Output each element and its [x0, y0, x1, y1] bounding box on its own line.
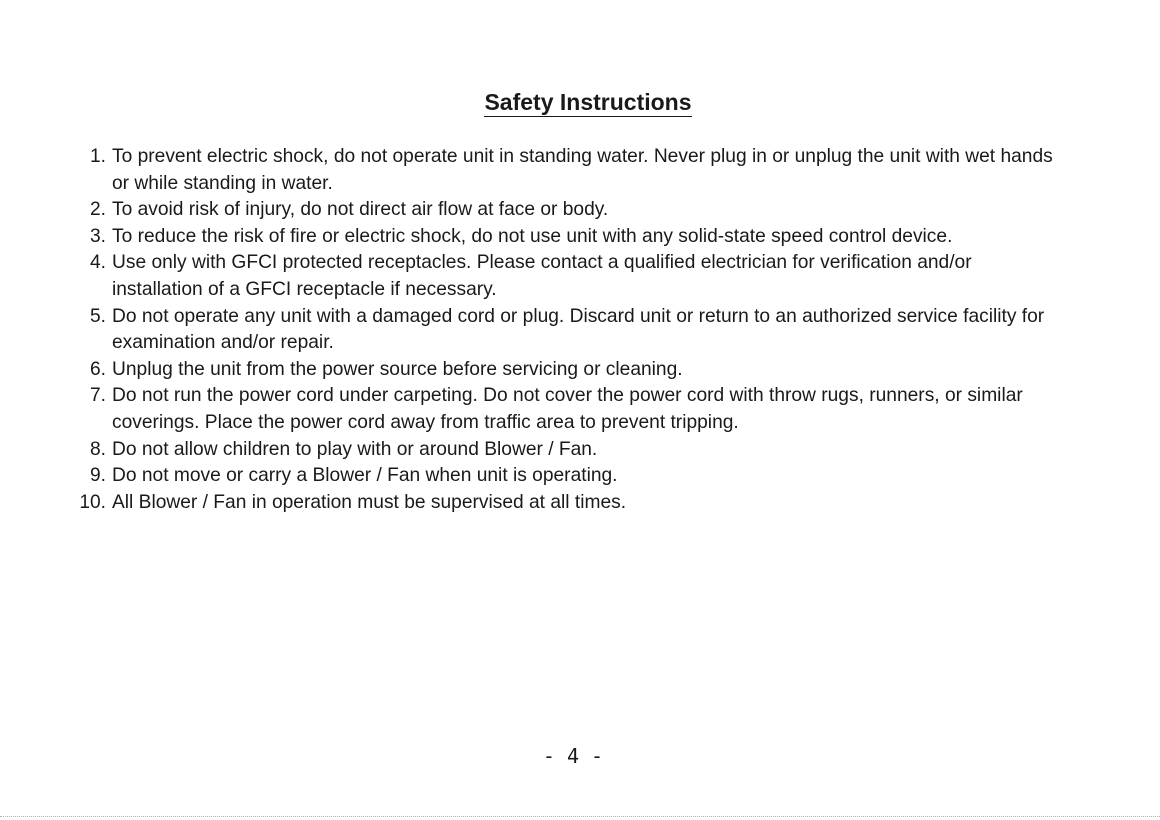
list-item	[0, 250, 1160, 303]
list-item	[0, 144, 1160, 197]
item-text: To avoid risk of injury, do not direct air flow at face or body.	[112, 199, 609, 221]
safety-instructions-list	[0, 144, 1160, 516]
item-number: 3.	[89, 225, 106, 247]
item-number: 1.	[89, 146, 106, 167]
item-number: 8.	[89, 438, 106, 460]
item-number: 5.	[89, 305, 106, 327]
item-text: To prevent electric shock, do not operate unit in standing water. Never plug in or unplug the unit with wet hands or while standing in water.	[112, 146, 1053, 194]
item-number: 9.	[89, 465, 106, 487]
page-bottom-divider	[0, 816, 1160, 817]
list-item	[0, 357, 1160, 384]
list-item	[0, 197, 1160, 224]
item-text: Do not run the power cord under carpeting. Do not cover the power cord with throw rugs, runners, or similar coverings. Place the power cord away from traffic area to prevent tripping.	[112, 385, 1023, 433]
item-text: Do not move or carry a Blower / Fan when unit is operating.	[112, 465, 618, 487]
item-number: 4.	[89, 252, 106, 274]
item-number: 2.	[89, 199, 106, 221]
item-text: To reduce the risk of fire or electric shock, do not use unit with any solid-state speed control device.	[112, 225, 953, 247]
item-text: Do not allow children to play with or around Blower / Fan.	[112, 438, 598, 460]
list-item	[0, 304, 1160, 357]
item-number: 6.	[89, 358, 106, 380]
page-title	[0, 86, 1160, 118]
item-text: Do not operate any unit with a damaged cord or plug. Discard unit or return to an authorized service facility for examination and/or repair.	[112, 305, 1045, 354]
item-text: Unplug the unit from the power source before servicing or cleaning.	[112, 358, 683, 380]
item-text: Use only with GFCI protected receptacles. Please contact a qualified electrician for verification and/or installation of a GFCI receptacle if necessary.	[112, 252, 972, 300]
page-number: - 4 -	[542, 744, 604, 768]
list-item	[0, 463, 1160, 490]
list-item	[0, 224, 1160, 251]
page-title-text: Safety Instructions	[484, 89, 692, 115]
item-number: 10.	[79, 491, 106, 513]
item-text: All Blower / Fan in operation must be supervised at all times.	[112, 491, 627, 513]
list-item	[0, 490, 1160, 517]
item-number: 7.	[89, 385, 106, 407]
list-item	[0, 383, 1160, 436]
list-item	[0, 437, 1160, 464]
